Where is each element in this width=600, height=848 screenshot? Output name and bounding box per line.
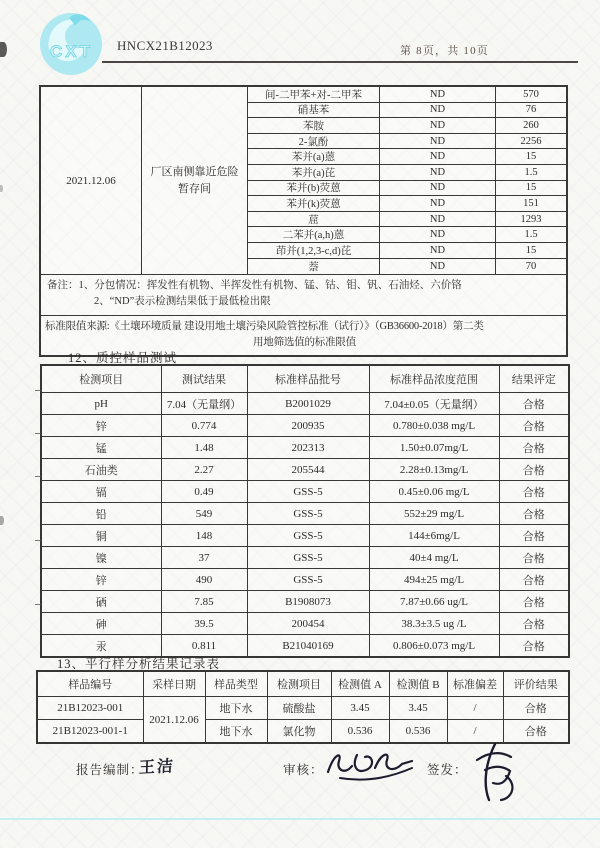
qc-range-cell: 2.28±0.13mg/L <box>369 459 499 481</box>
scan-mark <box>35 433 41 434</box>
limit-cell: 15 <box>525 151 537 163</box>
qc-range-cell: 0.45±0.06 mg/L <box>369 481 499 503</box>
result-cell: ND <box>380 181 496 196</box>
par-header-item: 检测项目 <box>267 671 331 697</box>
qc-header-batch: 标准样品批号 <box>247 365 369 393</box>
result-cell: ND <box>380 87 496 102</box>
table-row <box>248 87 566 103</box>
results-table <box>39 85 568 357</box>
result-cell: ND <box>380 259 496 275</box>
qc-row <box>41 569 569 591</box>
footer-accent-line <box>0 818 600 820</box>
qc-item-cell: 锌 <box>41 415 161 437</box>
result-cell: ND <box>380 165 496 180</box>
qc-item-cell: 镍 <box>41 547 161 569</box>
result-cell: ND <box>380 227 496 242</box>
qc-result-cell: 0.811 <box>161 635 247 658</box>
note-line-1: 1、分包情况：挥发性有机物、半挥发性有机物、锰、钴、钼、钒、石油烃、六价铬 <box>78 280 462 292</box>
table-row <box>248 149 566 165</box>
qc-header-item: 检测项目 <box>41 365 161 393</box>
item-cell: 硫酸盐 <box>267 697 331 720</box>
sample-id-cell: 21B12023-001 <box>37 697 143 720</box>
notes-row <box>41 274 566 315</box>
qc-result-cell: 549 <box>161 503 247 525</box>
parallel-header-row <box>37 671 569 697</box>
parameter-cell: 苯并(a)蒽 <box>248 149 380 164</box>
qc-header-row <box>41 365 569 393</box>
evaluation-cell: 合格 <box>503 697 569 720</box>
qc-evaluation-cell: 合格 <box>499 635 569 658</box>
qc-row <box>41 547 569 569</box>
qc-batch-cell: GSS-5 <box>247 503 369 525</box>
value-b-cell: 3.45 <box>389 697 447 720</box>
parameter-cell: 苯胺 <box>248 118 380 133</box>
result-cell: ND <box>380 118 496 133</box>
limit-cell: 260 <box>523 119 539 131</box>
qc-batch-cell: 200935 <box>247 415 369 437</box>
qc-evaluation-cell: 合格 <box>499 459 569 481</box>
evaluation-cell: 合格 <box>503 720 569 744</box>
qc-result-cell: 1.48 <box>161 437 247 459</box>
qc-range-cell: 7.04±0.05（无量纲） <box>369 393 499 415</box>
qc-row <box>41 393 569 415</box>
section-title-qc: 12、质控样品测试 <box>68 351 178 365</box>
qc-row <box>41 503 569 525</box>
qc-item-cell: 石油类 <box>41 459 161 481</box>
parameter-cell: 䓛 <box>248 212 380 227</box>
qc-evaluation-cell: 合格 <box>499 481 569 503</box>
qc-evaluation-cell: 合格 <box>499 547 569 569</box>
qc-result-cell: 39.5 <box>161 613 247 635</box>
reviewer-signature <box>320 742 420 795</box>
value-b-cell: 0.536 <box>389 720 447 744</box>
issuer-signature <box>464 738 526 813</box>
parameter-cell: 二苯并(a,h)蒽 <box>248 227 380 242</box>
qc-result-cell: 490 <box>161 569 247 591</box>
sample-date-cell: 2021.12.06 <box>41 87 142 274</box>
report-number: HNCX21B12023 <box>117 38 213 53</box>
logo-text: CXT <box>50 42 93 61</box>
qc-evaluation-cell: 合格 <box>499 503 569 525</box>
sampling-date-cell: 2021.12.06 <box>143 697 205 744</box>
qc-evaluation-cell: 合格 <box>499 437 569 459</box>
table-row <box>248 181 566 197</box>
qc-row <box>41 591 569 613</box>
qc-range-cell: 494±25 mg/L <box>369 569 499 591</box>
qc-result-cell: 7.04（无量纲） <box>161 393 247 415</box>
value-a-cell: 3.45 <box>331 697 389 720</box>
issuer-label: 签发： <box>427 763 468 777</box>
qc-row <box>41 459 569 481</box>
sample-type-cell: 地下水 <box>205 720 267 744</box>
note-line-2: 2、“ND”表示检测结果低于最低检出限 <box>94 296 271 308</box>
limit-cell: 151 <box>523 197 539 209</box>
page-indicator: 第 8页，共 10页 <box>400 45 489 57</box>
table-row <box>248 243 566 259</box>
qc-result-cell: 0.49 <box>161 481 247 503</box>
parameter-cell: 苯并(k)荧蒽 <box>248 196 380 211</box>
qc-range-cell: 7.87±0.66 ug/L <box>369 591 499 613</box>
scan-mark <box>0 42 7 57</box>
table-row <box>248 196 566 212</box>
scan-mark <box>35 476 41 477</box>
qc-result-cell: 0.774 <box>161 415 247 437</box>
qc-item-cell: 汞 <box>41 635 161 658</box>
qc-result-cell: 148 <box>161 525 247 547</box>
qc-row <box>41 613 569 635</box>
deviation-cell: / <box>447 720 503 744</box>
parameter-cell: 2-氯酚 <box>248 134 380 149</box>
qc-header-result: 测试结果 <box>161 365 247 393</box>
scan-mark <box>0 516 4 525</box>
section-title-parallel: 13、平行样分析结果记录表 <box>57 657 221 671</box>
scan-mark <box>0 185 3 192</box>
par-header-type: 样品类型 <box>205 671 267 697</box>
qc-range-cell: 0.806±0.073 mg/L <box>369 635 499 658</box>
table-row <box>248 165 566 181</box>
qc-range-cell: 40±4 mg/L <box>369 547 499 569</box>
qc-batch-cell: 200454 <box>247 613 369 635</box>
parameter-cell: 茚并(1,2,3-c,d)芘 <box>248 243 380 258</box>
qc-row <box>41 437 569 459</box>
qc-evaluation-cell: 合格 <box>499 415 569 437</box>
parameter-cell: 苯并(b)荧蒽 <box>248 181 380 196</box>
limit-cell: 70 <box>525 260 537 272</box>
par-header-value-b: 检测值 B <box>389 671 447 697</box>
qc-item-cell: 铅 <box>41 503 161 525</box>
results-rows <box>248 87 566 274</box>
item-cell: 氯化物 <box>267 720 331 744</box>
company-logo-icon <box>34 9 108 81</box>
standard-source-line-2: 用地筛选值的标准限值 <box>253 336 356 348</box>
qc-item-cell: 硒 <box>41 591 161 613</box>
result-cell: ND <box>380 196 496 211</box>
result-cell: ND <box>380 149 496 164</box>
parameter-cell: 硝基苯 <box>248 103 380 118</box>
qc-result-cell: 2.27 <box>161 459 247 481</box>
qc-batch-cell: GSS-5 <box>247 525 369 547</box>
qc-evaluation-cell: 合格 <box>499 591 569 613</box>
qc-evaluation-cell: 合格 <box>499 613 569 635</box>
qc-header-evaluation: 结果评定 <box>499 365 569 393</box>
qc-item-cell: pH <box>41 393 161 415</box>
limit-cell: 76 <box>525 104 537 116</box>
limit-cell: 1.5 <box>524 229 538 241</box>
table-row <box>248 103 566 119</box>
qc-row <box>41 525 569 547</box>
limit-cell: 570 <box>523 88 539 100</box>
sample-id-cell: 21B12023-001-1 <box>37 720 143 744</box>
result-cell: ND <box>380 103 496 118</box>
sample-type-cell: 地下水 <box>205 697 267 720</box>
qc-batch-cell: B21040169 <box>247 635 369 658</box>
limit-cell: 15 <box>525 244 537 256</box>
table-row <box>248 212 566 228</box>
qc-batch-cell: B2001029 <box>247 393 369 415</box>
table-row <box>248 227 566 243</box>
qc-batch-cell: 202313 <box>247 437 369 459</box>
table-row <box>248 118 566 134</box>
result-cell: ND <box>380 243 496 258</box>
deviation-cell: / <box>447 697 503 720</box>
standard-source-line-1: 标准限值来源:《土壤环境质量 建设用地土壤污染风险管控标准（试行）》（GB36600-2018）第二类 <box>45 320 484 332</box>
par-header-evaluation: 评价结果 <box>503 671 569 697</box>
parameter-cell: 苯并(a)芘 <box>248 165 380 180</box>
qc-row <box>41 415 569 437</box>
qc-table <box>40 364 570 658</box>
qc-result-cell: 7.85 <box>161 591 247 613</box>
qc-batch-cell: GSS-5 <box>247 481 369 503</box>
par-header-sample-id: 样品编号 <box>37 671 143 697</box>
qc-result-cell: 37 <box>161 547 247 569</box>
value-a-cell: 0.536 <box>331 720 389 744</box>
parallel-table <box>36 670 570 744</box>
result-cell: ND <box>380 134 496 149</box>
qc-batch-cell: B1908073 <box>247 591 369 613</box>
qc-evaluation-cell: 合格 <box>499 393 569 415</box>
limit-cell: 1.5 <box>524 166 538 178</box>
parameter-cell: 萘 <box>248 259 380 275</box>
par-header-deviation: 标准偏差 <box>447 671 503 697</box>
parameter-cell: 间-二甲苯+对-二甲苯 <box>248 87 380 102</box>
qc-item-cell: 铜 <box>41 525 161 547</box>
qc-batch-cell: 205544 <box>247 459 369 481</box>
par-header-date: 采样日期 <box>143 671 205 697</box>
qc-item-cell: 锌 <box>41 569 161 591</box>
scan-mark <box>35 390 41 391</box>
qc-range-cell: 0.780±0.038 mg/L <box>369 415 499 437</box>
qc-evaluation-cell: 合格 <box>499 569 569 591</box>
prepared-by-label: 报告编制： <box>76 763 144 777</box>
scan-mark <box>35 540 41 541</box>
qc-evaluation-cell: 合格 <box>499 525 569 547</box>
limit-cell: 15 <box>525 182 537 194</box>
qc-range-cell: 144±6mg/L <box>369 525 499 547</box>
parallel-row <box>37 697 569 720</box>
notes-label: 备注： <box>47 280 79 292</box>
qc-item-cell: 锰 <box>41 437 161 459</box>
qc-range-cell: 1.50±0.07mg/L <box>369 437 499 459</box>
report-footer <box>0 752 600 827</box>
qc-batch-cell: GSS-5 <box>247 569 369 591</box>
qc-range-cell: 552±29 mg/L <box>369 503 499 525</box>
reviewer-label: 审核： <box>283 763 324 777</box>
qc-item-cell: 镉 <box>41 481 161 503</box>
qc-batch-cell: GSS-5 <box>247 547 369 569</box>
sample-location-cell: 厂区南侧靠近危险暂存间 <box>142 87 248 274</box>
qc-range-cell: 38.3±3.5 ug /L <box>369 613 499 635</box>
table-row <box>248 134 566 150</box>
qc-item-cell: 砷 <box>41 613 161 635</box>
limit-cell: 2256 <box>520 135 542 147</box>
limit-cell: 1293 <box>520 213 542 225</box>
table-row <box>248 259 566 275</box>
prepared-by-signature: 王洁 <box>138 758 176 777</box>
par-header-value-a: 检测值 A <box>331 671 389 697</box>
header-rule <box>102 61 578 63</box>
result-cell: ND <box>380 212 496 227</box>
qc-header-range: 标准样品浓度范围 <box>369 365 499 393</box>
qc-row <box>41 481 569 503</box>
scan-mark <box>35 604 41 605</box>
